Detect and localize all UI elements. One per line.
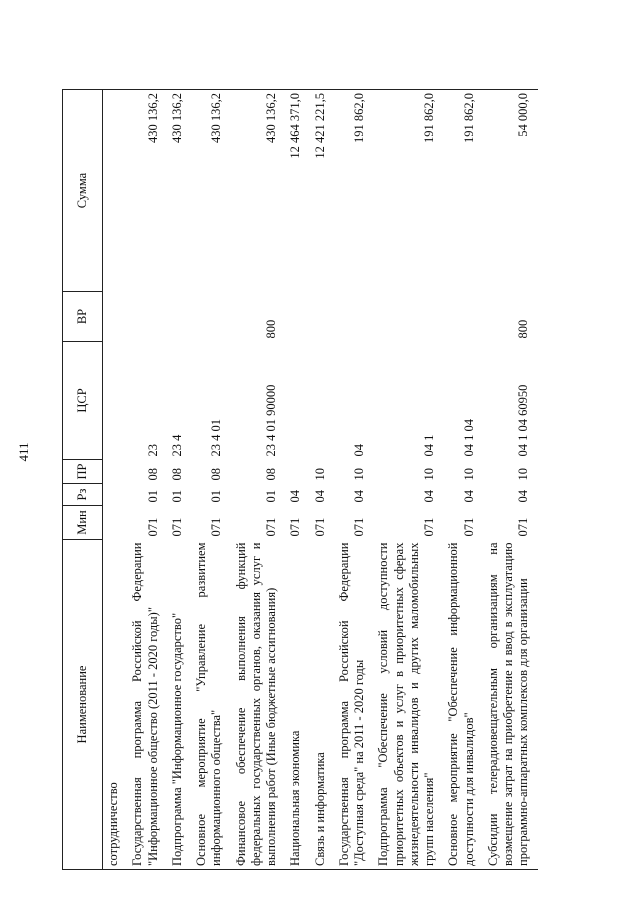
header-rz: Рз: [63, 484, 103, 506]
header-vr: ВР: [63, 292, 103, 342]
row-rz: 01: [264, 490, 278, 503]
row-csr: [285, 342, 309, 460]
row-sum: 12 464 371,0: [285, 90, 309, 292]
row-name: Субсидии телерадиовещательным организациям на возмещение затрат на приобретение и ввод в эксплуатацию программно-аппаратных комплексов для организации: [483, 540, 538, 870]
row-vr: [191, 292, 231, 342]
row-csr: [103, 342, 128, 460]
row-min: 071: [288, 517, 303, 537]
row-name: Национальная экономика: [285, 540, 309, 870]
table-row: [127, 90, 167, 870]
row-pr: 08: [209, 468, 224, 481]
row-vr: [127, 292, 167, 342]
row-sum: 430 136,2: [191, 90, 231, 292]
table-row: [373, 90, 443, 870]
row-min: [103, 506, 128, 540]
row-csr: 04 1: [422, 434, 436, 457]
row-pr: 10: [422, 468, 436, 481]
row-rz: 04: [288, 490, 303, 503]
row-name: Связь и информатика: [310, 540, 334, 870]
row-name: Государственная программа Российской Федерации "Доступная среда" на 2011 - 2020 годы: [334, 540, 374, 870]
row-rz: 01: [145, 490, 160, 503]
row-vr: [285, 292, 309, 342]
row-pr: 10: [352, 468, 366, 481]
row-sum: 12 421 221,5: [310, 90, 334, 292]
table-row: [167, 90, 191, 870]
row-sum: 430 136,2: [231, 90, 286, 292]
table-row: [231, 90, 286, 870]
page-number: 411: [16, 442, 31, 462]
row-vr: 800: [516, 319, 531, 339]
table-row: [103, 90, 128, 870]
row-rz: 04: [422, 490, 436, 503]
header-row: [63, 90, 103, 870]
row-vr: [103, 292, 128, 342]
row-pr: 10: [516, 468, 531, 481]
row-pr: 08: [264, 468, 278, 481]
row-name: Финансовое обеспечение выполнения функций федеральных государственных органов, оказания услуг и выполнения работ (Иные бюджетные ассигнования): [231, 540, 286, 870]
row-sum: 191 862,0: [443, 90, 483, 292]
row-csr: 04: [352, 444, 366, 457]
row-rz: 04: [312, 490, 327, 503]
row-sum: 191 862,0: [334, 90, 374, 292]
row-pr: 10: [312, 468, 327, 481]
table-row: [191, 90, 231, 870]
row-vr: [334, 292, 374, 342]
budget-table: [62, 89, 538, 870]
table-row: [285, 90, 309, 870]
table-row: [443, 90, 483, 870]
header-sum: Сумма: [63, 90, 103, 292]
table-row: [310, 90, 334, 870]
row-pr: 10: [461, 468, 476, 481]
row-csr: 23 4 01 90000: [264, 384, 278, 457]
row-name: Подпрограмма "Информационное государство": [167, 540, 191, 870]
row-min: 071: [461, 517, 476, 537]
row-pr: [285, 460, 309, 484]
row-csr: 23 4: [169, 434, 184, 457]
row-csr: 23: [145, 444, 160, 457]
table-row: [483, 90, 538, 870]
row-csr: [310, 342, 334, 460]
row-vr: [373, 292, 443, 342]
row-name: Подпрограмма "Обеспечение условий доступности приоритетных объектов и услуг в приоритетных сферах жизнедеятельности инвалидов и других маломобильных групп населения": [373, 540, 443, 870]
row-min: 071: [145, 517, 160, 537]
row-name: сотрудничество: [103, 540, 128, 870]
header-pr: ПР: [63, 460, 103, 484]
row-pr: [103, 460, 128, 484]
row-vr: [310, 292, 334, 342]
row-min: 071: [209, 517, 224, 537]
row-min: 071: [312, 517, 327, 537]
row-rz: 04: [516, 490, 531, 503]
row-rz: 04: [461, 490, 476, 503]
row-rz: 01: [209, 490, 224, 503]
header-csr: ЦСР: [63, 342, 103, 460]
row-pr: 08: [169, 468, 184, 481]
row-name: Государственная программа Российской Федерации "Информационное общество (2011 - 2020 годы)": [127, 540, 167, 870]
row-pr: 08: [145, 468, 160, 481]
row-min: 071: [169, 517, 184, 537]
table-row: [334, 90, 374, 870]
row-rz: 04: [352, 490, 366, 503]
row-vr: 800: [264, 319, 278, 339]
row-vr: [443, 292, 483, 342]
row-min: 071: [516, 517, 531, 537]
row-min: 071: [422, 517, 436, 537]
row-csr: 04 1 04 60950: [516, 384, 531, 457]
row-sum: 54 000,0: [483, 90, 538, 292]
row-rz: 01: [169, 490, 184, 503]
row-min: 071: [352, 517, 366, 537]
row-name: Основное мероприятие "Обеспечение информационной доступности для инвалидов": [443, 540, 483, 870]
row-name: Основное мероприятие "Управление развитием информационного общества": [191, 540, 231, 870]
row-csr: 23 4 01: [209, 419, 224, 457]
row-vr: [167, 292, 191, 342]
row-sum: 191 862,0: [373, 90, 443, 292]
row-sum: 430 136,2: [167, 90, 191, 292]
row-sum: 430 136,2: [127, 90, 167, 292]
rotated-table-container: [62, 90, 622, 870]
row-csr: 04 1 04: [461, 419, 476, 457]
row-min: 071: [264, 517, 278, 537]
header-name: Наименование: [63, 540, 103, 870]
row-rz: [103, 484, 128, 506]
header-min: Мин: [63, 506, 103, 540]
row-sum: [103, 90, 128, 292]
